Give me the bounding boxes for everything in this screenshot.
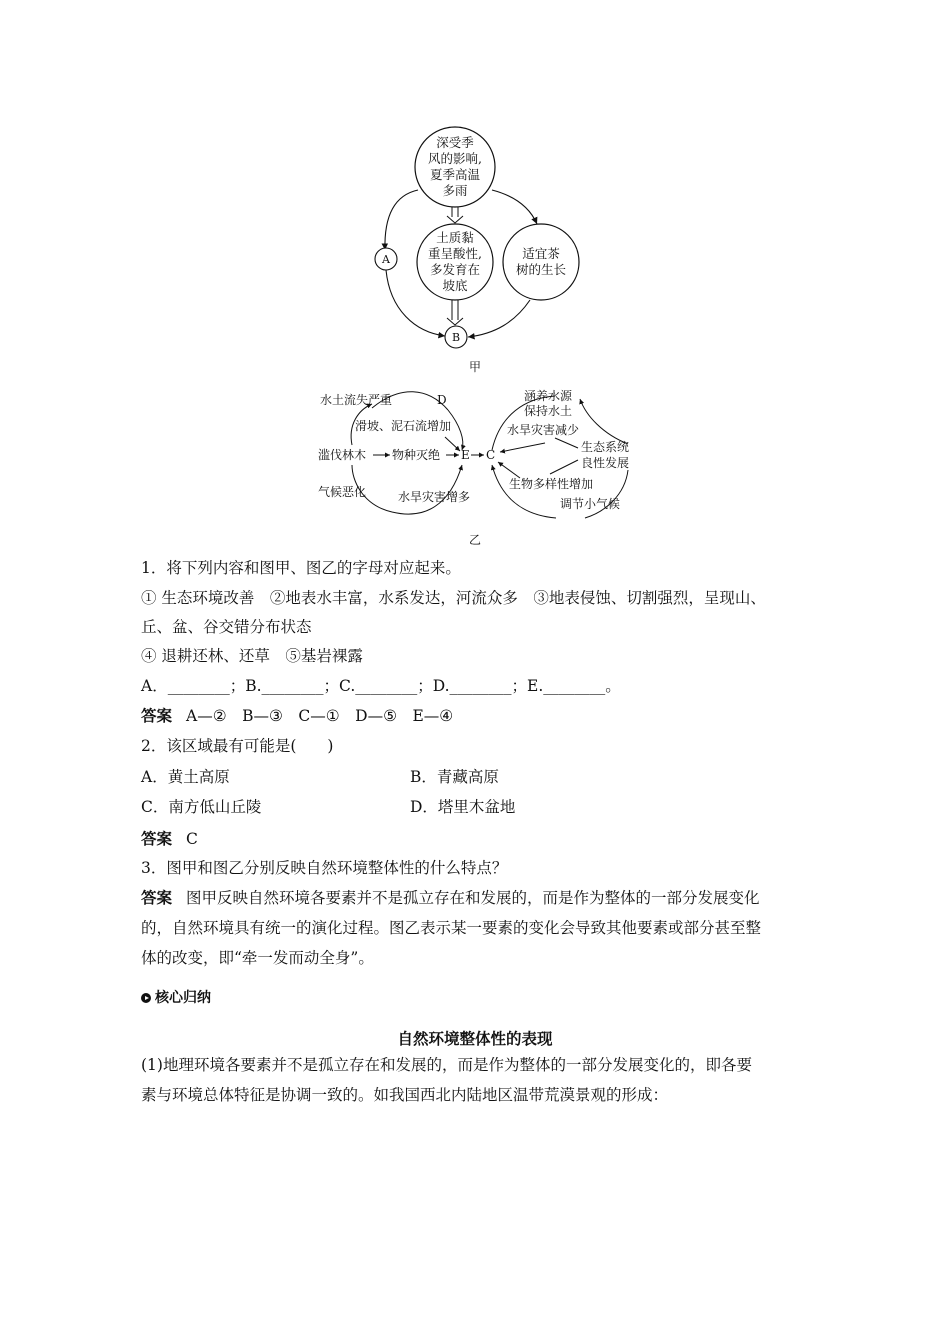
top-circle-line3: 夏季高温: [429, 167, 481, 182]
q1-answer-label: 答案: [141, 706, 173, 725]
disaster-decrease-arrow: [500, 443, 545, 452]
node-c-label: C: [486, 448, 496, 462]
right-circle-line1: 适宜茶: [522, 246, 560, 261]
q1-answer: [141, 706, 453, 726]
landslide-arrow: [445, 437, 460, 451]
q2-option-b: B．青藏高原: [410, 768, 499, 786]
microclimate-label: 调节小气候: [560, 497, 621, 511]
q1-answer-text: A—② B—③ C—① D—⑤ E—④: [186, 707, 454, 725]
q2-answer-label: 答案: [141, 829, 173, 848]
middle-circle-line1: 土质黏: [436, 230, 474, 245]
right-cycle-top-right-arc: [580, 399, 628, 444]
q3-title: 3．图甲和图乙分别反映自然环境整体性的什么特点？: [141, 859, 508, 877]
q2-answer-text: C: [186, 830, 198, 848]
conserve-water-label: 涵养水源: [524, 389, 573, 403]
node-d-label: D: [437, 393, 447, 407]
q1-items-line1: ① 生态环境改善 ②地表水丰富，水系发达，河流众多 ③地表侵蚀、切割强烈，呈现山、: [141, 589, 766, 607]
keep-soil-label: 保持水土: [524, 404, 573, 418]
diagram-jia: [0, 0, 950, 380]
good-dev-label: 良性发展: [581, 456, 630, 470]
q1-items-line3: ④ 退耕还林、还草 ⑤基岩裸露: [141, 647, 363, 665]
q2-option-a: A．黄土高原: [141, 768, 230, 786]
diagram-yi: [0, 380, 950, 550]
q3-answer-line2: 的，自然环境具有统一的演化过程。图乙表示某一要素的变化会导致其他要素或部分甚至整: [141, 919, 762, 937]
climate-label: 气候恶化: [318, 485, 367, 499]
deforestation-label: 滥伐林木: [318, 448, 367, 462]
eco-to-disaster-line: [555, 438, 578, 448]
top-circle-line4: 多雨: [442, 183, 468, 198]
node-b-label: B: [451, 331, 461, 344]
node-a-label: A: [382, 253, 390, 266]
node-e-label: E: [461, 448, 470, 462]
middle-circle-line4: 坡底: [442, 278, 468, 293]
right-cycle-bottom-arc: [492, 465, 556, 518]
disasters-down-label: 水旱灾害减少: [507, 423, 580, 437]
q3-answer-line1: [141, 888, 760, 908]
middle-circle-line3: 多发育在: [429, 262, 481, 277]
q3-answer-line3: 体的改变，即“牵一发而动全身”。: [141, 949, 374, 967]
q2-answer: [141, 829, 198, 849]
disasters-up-label: 水旱灾害增多: [398, 490, 471, 504]
middle-circle-line2: 重呈酸性,: [428, 246, 482, 261]
q1-title: 1．将下列内容和图甲、图乙的字母对应起来。: [141, 559, 461, 577]
top-circle-line2: 风的影响,: [428, 151, 482, 166]
summary-line2: 素与环境总体特征是协调一致的。如我国西北内陆地区温带荒漠景观的形成：: [141, 1086, 669, 1104]
cycle-arc-right-bottom: [468, 300, 530, 337]
cycle-arc-right-top: [492, 190, 537, 224]
diagram-jia-caption: 甲: [468, 360, 482, 374]
play-bullet-icon: [141, 993, 151, 1003]
diagram-yi-caption: 乙: [469, 533, 482, 547]
summary-line1: (1)地理环境各要素并不是孤立存在和发展的，而是作为整体的一部分发展变化的，即各要: [141, 1056, 752, 1074]
soil-erosion-label: 水土流失严重: [320, 393, 393, 407]
q1-blanks: A．________；B.________；C.________；D.________；E.________。: [141, 677, 621, 695]
summary-subtitle: 自然环境整体性的表现: [397, 1029, 553, 1048]
double-arrow-top: [447, 206, 463, 223]
right-circle-line2: 树的生长: [515, 262, 567, 277]
q2-title: 2．该区域最有可能是( ): [141, 737, 334, 755]
q1-items-line2: 丘、盆、谷交错分布状态: [141, 618, 312, 636]
eco-system-label: 生态系统: [581, 440, 630, 454]
extinction-label: 物种灭绝: [392, 448, 441, 462]
summary-heading: [141, 988, 211, 1008]
eco-to-bio-line: [550, 460, 578, 474]
q3-answer-text1: 图甲反映自然环境各要素并不是孤立存在和发展的，而是作为整体的一部分发展变化: [186, 889, 760, 907]
double-arrow-bottom: [447, 300, 463, 325]
biodiversity-label: 生物多样性增加: [509, 477, 594, 491]
q2-option-d: D．塔里木盆地: [410, 798, 516, 816]
top-circle-line1: 深受季: [436, 135, 474, 150]
summary-heading-text: 核心归纳: [155, 990, 211, 1006]
landslide-label: 滑坡、泥石流增加: [355, 419, 452, 433]
bio-arrow: [498, 462, 520, 478]
cycle-arc-left-top: [385, 190, 418, 250]
q3-answer-label: 答案: [141, 888, 173, 907]
q2-option-c: C．南方低山丘陵: [141, 798, 262, 816]
